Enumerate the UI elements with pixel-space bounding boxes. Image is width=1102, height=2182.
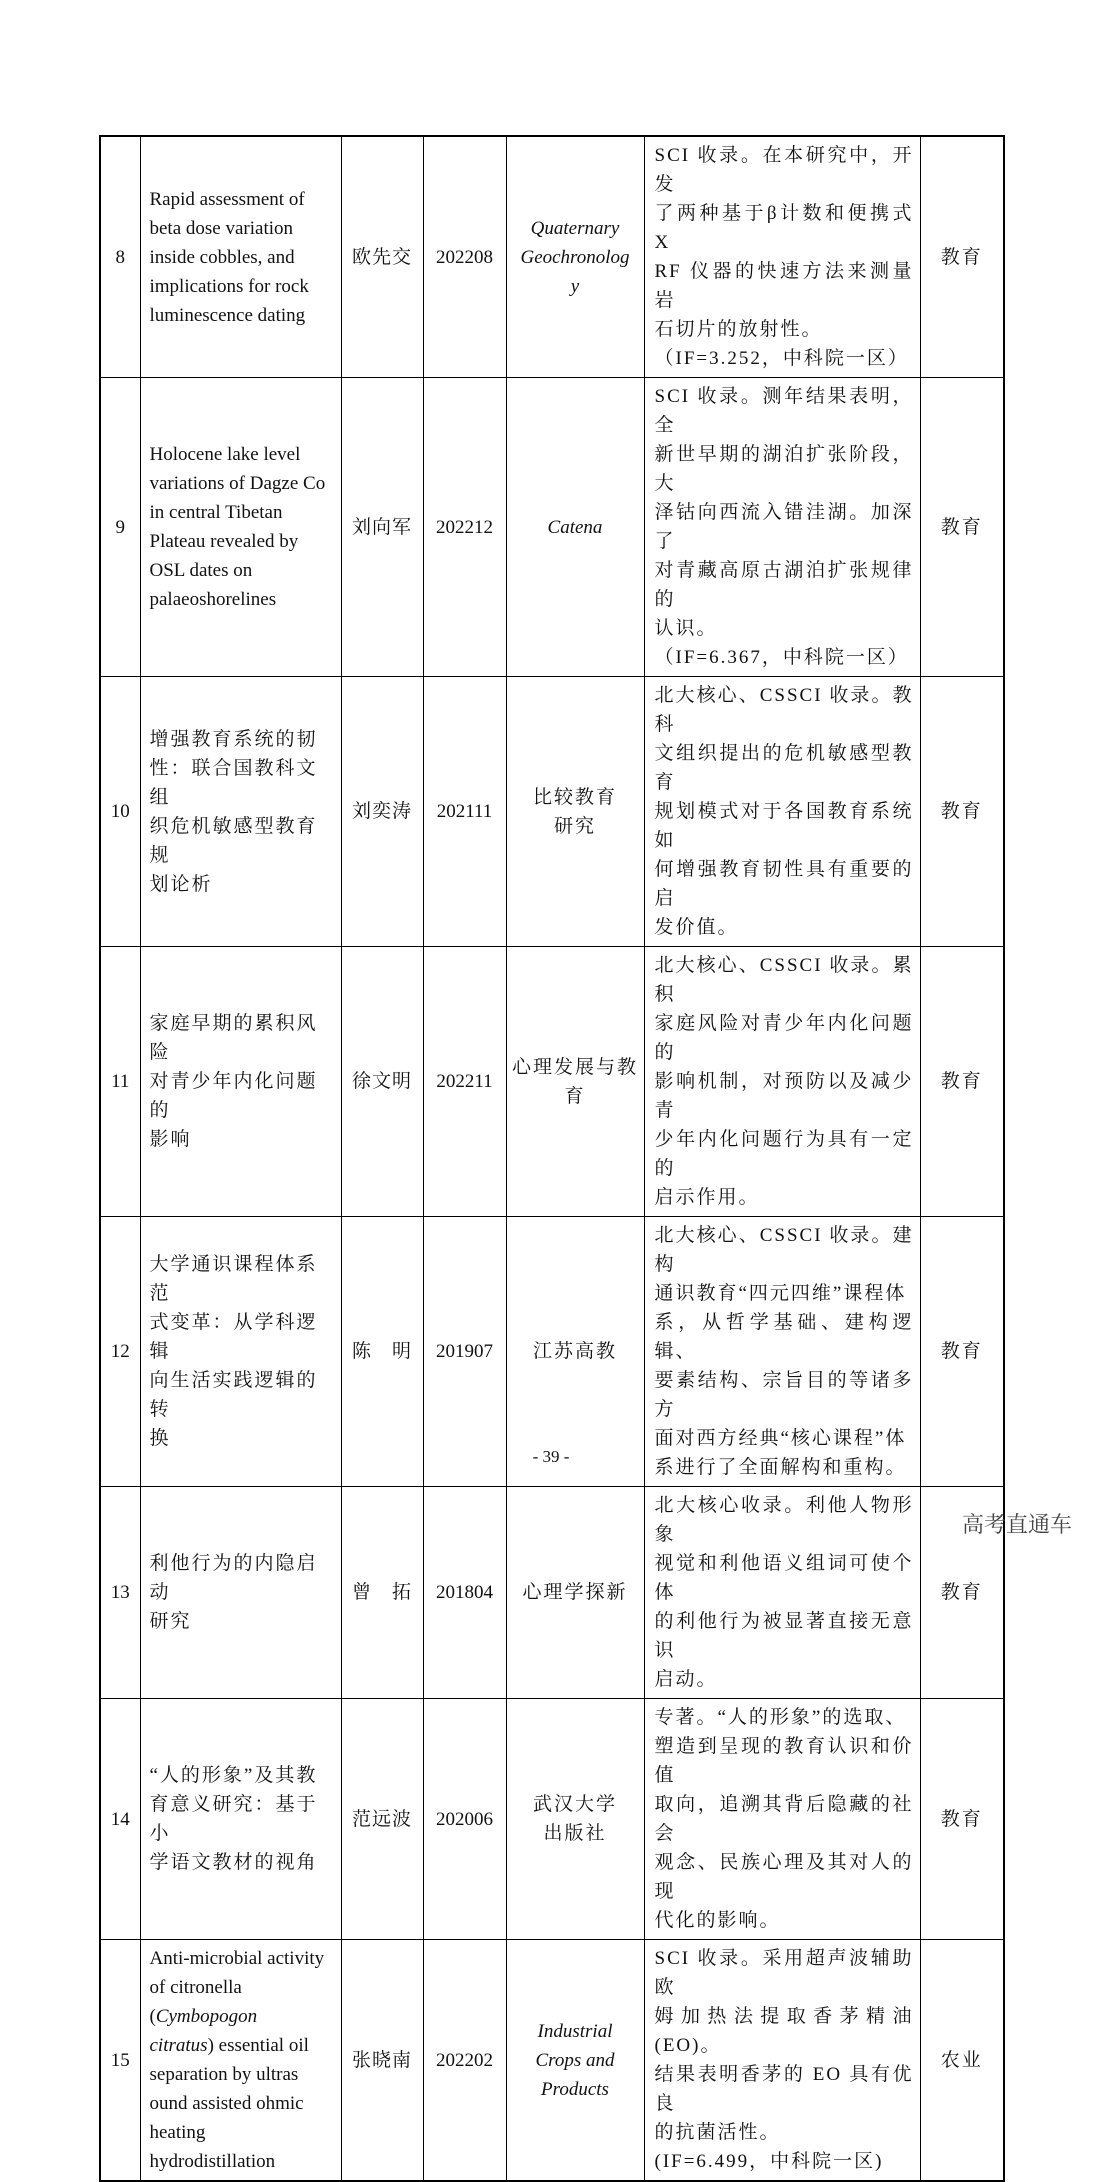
cell-line: (Cymbopogon bbox=[149, 2006, 258, 2027]
author-name: 徐文明 bbox=[341, 947, 423, 1217]
cell-line: 面对西方经典“核心课程”体 bbox=[654, 1428, 907, 1449]
cell-line: 系，从哲学基础、建构逻辑、 bbox=[654, 1312, 914, 1362]
cell-line: variations of Dagze Co bbox=[149, 473, 326, 494]
table-row bbox=[100, 1940, 1004, 2182]
cell-line: 少年内化问题行为具有一定的 bbox=[654, 1129, 914, 1179]
cell-line: 学语文教材的视角 bbox=[149, 1852, 318, 1873]
cell-line: 石切片的放射性。 bbox=[654, 319, 823, 340]
table-row bbox=[100, 1217, 1004, 1487]
author-name: 陈 明 bbox=[341, 1217, 423, 1487]
cell-line: 研究 bbox=[553, 815, 596, 837]
cell-line: 利他行为的内隐启动 bbox=[149, 1553, 318, 1603]
journal-name bbox=[506, 947, 644, 1217]
row-number: 11 bbox=[100, 947, 140, 1217]
cell-line: 视觉和利他语义组词可使个体 bbox=[654, 1553, 914, 1603]
cell-line: inside cobbles, and bbox=[149, 246, 295, 268]
publish-date: 202006 bbox=[423, 1699, 506, 1940]
cell-line: Holocene lake level bbox=[149, 444, 301, 465]
cell-line: implications for rock bbox=[149, 275, 309, 297]
cell-line: 育 bbox=[564, 1085, 586, 1107]
cell-line: Industrial bbox=[537, 2020, 613, 2042]
cell-line: palaeoshorelines bbox=[149, 589, 277, 610]
summary-text bbox=[644, 947, 920, 1217]
table-row bbox=[100, 136, 1004, 378]
species-name: citratus bbox=[149, 2035, 208, 2056]
publish-date: 202211 bbox=[423, 947, 506, 1217]
cell-line: 启示作用。 bbox=[654, 1187, 760, 1208]
cell-line: （IF=6.367，中科院一区） bbox=[654, 647, 909, 668]
paper-title bbox=[140, 947, 341, 1217]
cell-line: y bbox=[570, 275, 580, 297]
cell-line: SCI 收录。测年结果表明，全 bbox=[654, 386, 914, 436]
species-name: Cymbopogon bbox=[155, 2006, 258, 2027]
cell-line: 对青少年内化问题的 bbox=[149, 1071, 318, 1121]
cell-line: 北大核心、CSSCI 收录。建构 bbox=[654, 1225, 914, 1275]
cell-line: OSL dates on bbox=[149, 560, 253, 581]
cell-line: 心理学探新 bbox=[522, 1582, 628, 1603]
cell-line: 心理发展与教 bbox=[511, 1056, 638, 1078]
subject-field: 教育 bbox=[920, 378, 1004, 677]
cell-line: 影响 bbox=[149, 1129, 192, 1150]
cell-line: SCI 收录。在本研究中，开发 bbox=[654, 145, 914, 195]
cell-line: ound assisted ohmic bbox=[149, 2093, 304, 2114]
cell-line: 育意义研究：基于小 bbox=[149, 1794, 318, 1844]
cell-line: 出版社 bbox=[543, 1823, 607, 1844]
cell-line: in central Tibetan bbox=[149, 502, 283, 523]
paper-title bbox=[140, 1487, 341, 1699]
cell-line: 的抗菌活性。 bbox=[654, 2122, 781, 2143]
cell-line: Plateau revealed by bbox=[149, 531, 299, 552]
author-name: 曾 拓 bbox=[341, 1487, 423, 1699]
cell-line: 认识。 bbox=[654, 618, 718, 639]
journal-name bbox=[506, 378, 644, 677]
cell-line: 启动。 bbox=[654, 1669, 718, 1690]
cell-line: 增强教育系统的韧 bbox=[149, 728, 318, 750]
journal-name bbox=[506, 136, 644, 378]
table-row bbox=[100, 677, 1004, 947]
cell-line: （IF=3.252，中科院一区） bbox=[654, 348, 909, 369]
subject-field: 教育 bbox=[920, 677, 1004, 947]
cell-line: Anti-microbial activity bbox=[149, 1948, 325, 1969]
cell-line: 江苏高教 bbox=[532, 1341, 617, 1362]
cell-line: 观念、民族心理及其对人的现 bbox=[654, 1852, 914, 1902]
row-number: 13 bbox=[100, 1487, 140, 1699]
summary-text bbox=[644, 1940, 920, 2182]
page-number: - 39 - bbox=[532, 1447, 570, 1466]
author-name: 刘向军 bbox=[341, 378, 423, 677]
journal-name bbox=[506, 1487, 644, 1699]
cell-line: 向生活实践逻辑的转 bbox=[149, 1370, 318, 1420]
publish-date: 202212 bbox=[423, 378, 506, 677]
paper-title bbox=[140, 378, 341, 677]
row-number: 9 bbox=[100, 378, 140, 677]
cell-line: 专著。“人的形象”的选取、 bbox=[654, 1707, 907, 1728]
row-number: 8 bbox=[100, 136, 140, 378]
table-row bbox=[100, 1487, 1004, 1699]
summary-text bbox=[644, 677, 920, 947]
cell-line: 要素结构、宗旨目的等诸多方 bbox=[654, 1370, 914, 1420]
cell-line: 北大核心收录。利他人物形象 bbox=[654, 1495, 914, 1545]
cell-line: 换 bbox=[149, 1428, 171, 1449]
publish-date: 202202 bbox=[423, 1940, 506, 2182]
achievements-table bbox=[99, 135, 1005, 2182]
journal-name bbox=[506, 1699, 644, 1940]
cell-line: 取向，追溯其背后隐藏的社会 bbox=[654, 1794, 914, 1844]
publish-date: 201804 bbox=[423, 1487, 506, 1699]
cell-line: 文组织提出的危机敏感型教育 bbox=[654, 743, 914, 793]
paper-title bbox=[140, 136, 341, 378]
cell-line: 武汉大学 bbox=[532, 1794, 617, 1815]
watermark-text: 高考直通车 bbox=[961, 1513, 1072, 1538]
row-number: 14 bbox=[100, 1699, 140, 1940]
row-number: 12 bbox=[100, 1217, 140, 1487]
publish-date: 202208 bbox=[423, 136, 506, 378]
cell-line: heating bbox=[149, 2122, 206, 2143]
paper-title bbox=[140, 1217, 341, 1487]
cell-line: luminescence dating bbox=[149, 304, 306, 326]
cell-line: 大学通识课程体系范 bbox=[149, 1254, 318, 1304]
paper-title bbox=[140, 677, 341, 947]
cell-line: Crops and bbox=[535, 2049, 615, 2071]
cell-line: Quaternary bbox=[530, 217, 620, 239]
cell-line: 织危机敏感型教育规 bbox=[149, 815, 318, 866]
table-row bbox=[100, 947, 1004, 1217]
summary-text bbox=[644, 1699, 920, 1940]
cell-line: 性：联合国教科文组 bbox=[149, 757, 318, 808]
cell-line: 塑造到呈现的教育认识和价值 bbox=[654, 1736, 914, 1786]
cell-line: 研究 bbox=[149, 1611, 192, 1632]
summary-text bbox=[644, 1217, 920, 1487]
cell-line: of citronella bbox=[149, 1977, 242, 1998]
cell-line: 划论析 bbox=[149, 873, 213, 895]
cell-line: separation by ultras bbox=[149, 2064, 299, 2085]
journal-name bbox=[506, 1217, 644, 1487]
cell-line: Geochronolog bbox=[520, 246, 630, 268]
cell-line: beta dose variation bbox=[149, 217, 294, 239]
cell-line: Products bbox=[541, 2078, 609, 2100]
cell-line: 家庭早期的累积风险 bbox=[149, 1013, 318, 1063]
cell-line: Rapid assessment of bbox=[149, 188, 305, 210]
cell-line: 系进行了全面解构和重构。 bbox=[654, 1457, 907, 1478]
cell-line: Catena bbox=[547, 516, 603, 538]
cell-line: 发价值。 bbox=[654, 917, 739, 938]
cell-line: 新世早期的湖泊扩张阶段，大 bbox=[654, 444, 914, 494]
cell-line: 泽钴向西流入错洼湖。加深了 bbox=[654, 502, 914, 552]
paper-title bbox=[140, 1699, 341, 1940]
cell-line: 式变革：从学科逻辑 bbox=[149, 1312, 318, 1362]
author-name: 欧先交 bbox=[341, 136, 423, 378]
cell-line: (IF=6.499，中科院一区) bbox=[654, 2151, 884, 2172]
cell-line: RF 仪器的快速方法来测量岩 bbox=[654, 261, 914, 311]
cell-line: 比较教育 bbox=[532, 786, 617, 808]
author-name: 范远波 bbox=[341, 1699, 423, 1940]
row-number: 15 bbox=[100, 1940, 140, 2182]
cell-line: “人的形象”及其教 bbox=[149, 1765, 318, 1786]
table-row bbox=[100, 378, 1004, 677]
row-number: 10 bbox=[100, 677, 140, 947]
paper-title bbox=[140, 1940, 341, 2182]
table-row bbox=[100, 1699, 1004, 1940]
journal-name bbox=[506, 677, 644, 947]
journal-name bbox=[506, 1940, 644, 2182]
summary-text bbox=[644, 378, 920, 677]
cell-line: 规划模式对于各国教育系统如 bbox=[654, 801, 914, 851]
cell-line: 北大核心、CSSCI 收录。累积 bbox=[654, 955, 914, 1005]
subject-field: 农业 bbox=[920, 1940, 1004, 2182]
publish-date: 202111 bbox=[423, 677, 506, 947]
cell-line: 了两种基于β计数和便携式 X bbox=[654, 203, 914, 253]
cell-line: 影响机制，对预防以及减少青 bbox=[654, 1071, 914, 1121]
subject-field: 教育 bbox=[920, 1699, 1004, 1940]
cell-line: 结果表明香茅的 EO 具有优良 bbox=[654, 2064, 914, 2114]
cell-line: 的利他行为被显著直接无意识 bbox=[654, 1611, 914, 1661]
cell-line: 通识教育“四元四维”课程体 bbox=[654, 1283, 907, 1304]
cell-line: SCI 收录。采用超声波辅助欧 bbox=[654, 1948, 914, 1998]
cell-line: 对青藏高原古湖泊扩张规律的 bbox=[654, 560, 914, 610]
cell-line: 代化的影响。 bbox=[654, 1910, 781, 1931]
summary-text bbox=[644, 136, 920, 378]
subject-field: 教育 bbox=[920, 136, 1004, 378]
publish-date: 201907 bbox=[423, 1217, 506, 1487]
cell-line: 北大核心、CSSCI 收录。教科 bbox=[654, 685, 914, 735]
cell-line: citratus) essential oil bbox=[149, 2035, 309, 2056]
summary-text bbox=[644, 1487, 920, 1699]
author-name: 张晓南 bbox=[341, 1940, 423, 2182]
cell-line: 姆加热法提取香茅精油(EO)。 bbox=[654, 2006, 914, 2056]
cell-line: 何增强教育韧性具有重要的启 bbox=[654, 859, 914, 909]
subject-field: 教育 bbox=[920, 1487, 1004, 1699]
subject-field: 教育 bbox=[920, 947, 1004, 1217]
author-name: 刘奕涛 bbox=[341, 677, 423, 947]
subject-field: 教育 bbox=[920, 1217, 1004, 1487]
cell-line: hydrodistillation bbox=[149, 2151, 276, 2172]
cell-line: 家庭风险对青少年内化问题的 bbox=[654, 1013, 914, 1063]
